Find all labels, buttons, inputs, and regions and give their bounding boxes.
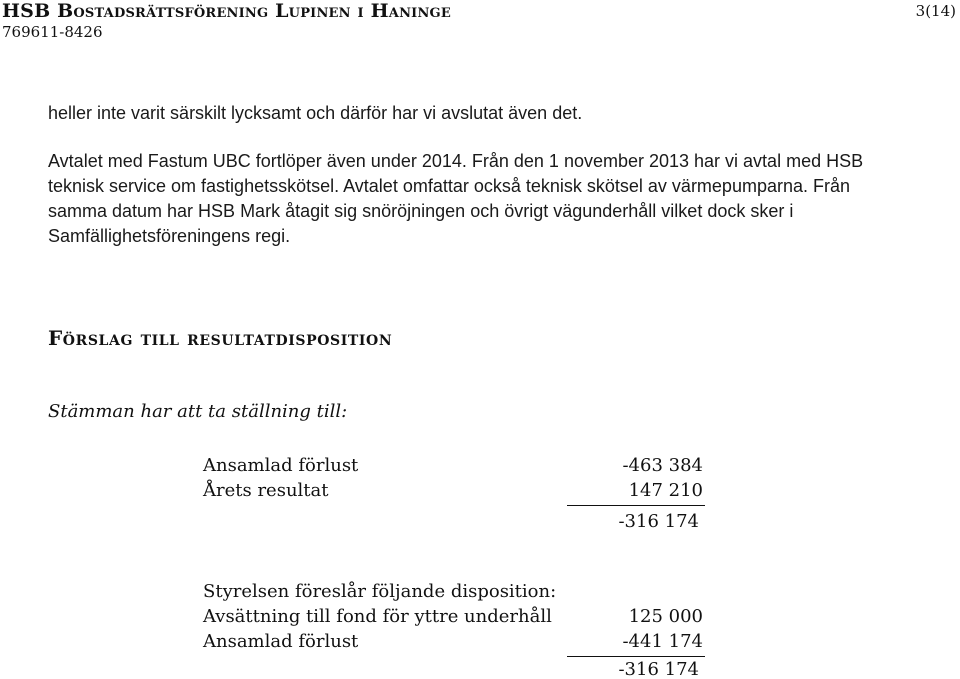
row-value: 147 210 <box>628 480 703 501</box>
total-row <box>203 658 703 678</box>
section-title: Förslag till resultatdisposition <box>48 326 393 350</box>
table-row <box>203 605 703 629</box>
row-label: Ansamlad förlust <box>203 631 359 652</box>
table-heading <box>203 580 803 604</box>
total-row <box>203 510 703 534</box>
table-row <box>203 630 703 654</box>
row-label: Ansamlad förlust <box>203 455 359 476</box>
total-value: -316 174 <box>618 511 699 532</box>
paragraph-line: teknisk service om fastighetsskötsel. Avtalet omfattar också teknisk skötsel av värmepumparna. Från <box>48 176 851 196</box>
header-page-number: 3(14) <box>915 2 956 20</box>
header-title: HSB Bostadsrättsförening Lupinen i Haninge <box>2 0 451 22</box>
row-label: Årets resultat <box>203 480 329 501</box>
row-value: -463 384 <box>622 455 703 476</box>
paragraph-line: heller inte varit särskilt lycksamt och därför har vi avslutat även det. <box>48 103 583 123</box>
table-row <box>203 479 703 503</box>
paragraph-2 <box>48 149 948 249</box>
row-value: 125 000 <box>628 606 703 627</box>
sum-rule <box>567 505 705 506</box>
sum-rule <box>567 656 705 657</box>
header-org-number: 769611-8426 <box>2 23 103 41</box>
paragraph-line: samma datum har HSB Mark åtagit sig snöröjningen och övrigt vägunderhåll vilket dock sker i <box>48 201 794 221</box>
section-intro: Stämman har att ta ställning till: <box>48 401 348 422</box>
table-row <box>203 454 703 478</box>
heading-label: Styrelsen föreslår följande disposition: <box>203 581 557 602</box>
total-value: -316 174 <box>618 659 699 678</box>
paragraph-line: Samfällighetsföreningens regi. <box>48 226 291 246</box>
paragraph-line: Avtalet med Fastum UBC fortlöper även under 2014. Från den 1 november 2013 har vi avtal med HSB <box>48 151 864 171</box>
paragraph-1 <box>48 101 948 126</box>
row-label: Avsättning till fond för yttre underhåll <box>203 606 552 627</box>
row-value: -441 174 <box>622 631 703 652</box>
